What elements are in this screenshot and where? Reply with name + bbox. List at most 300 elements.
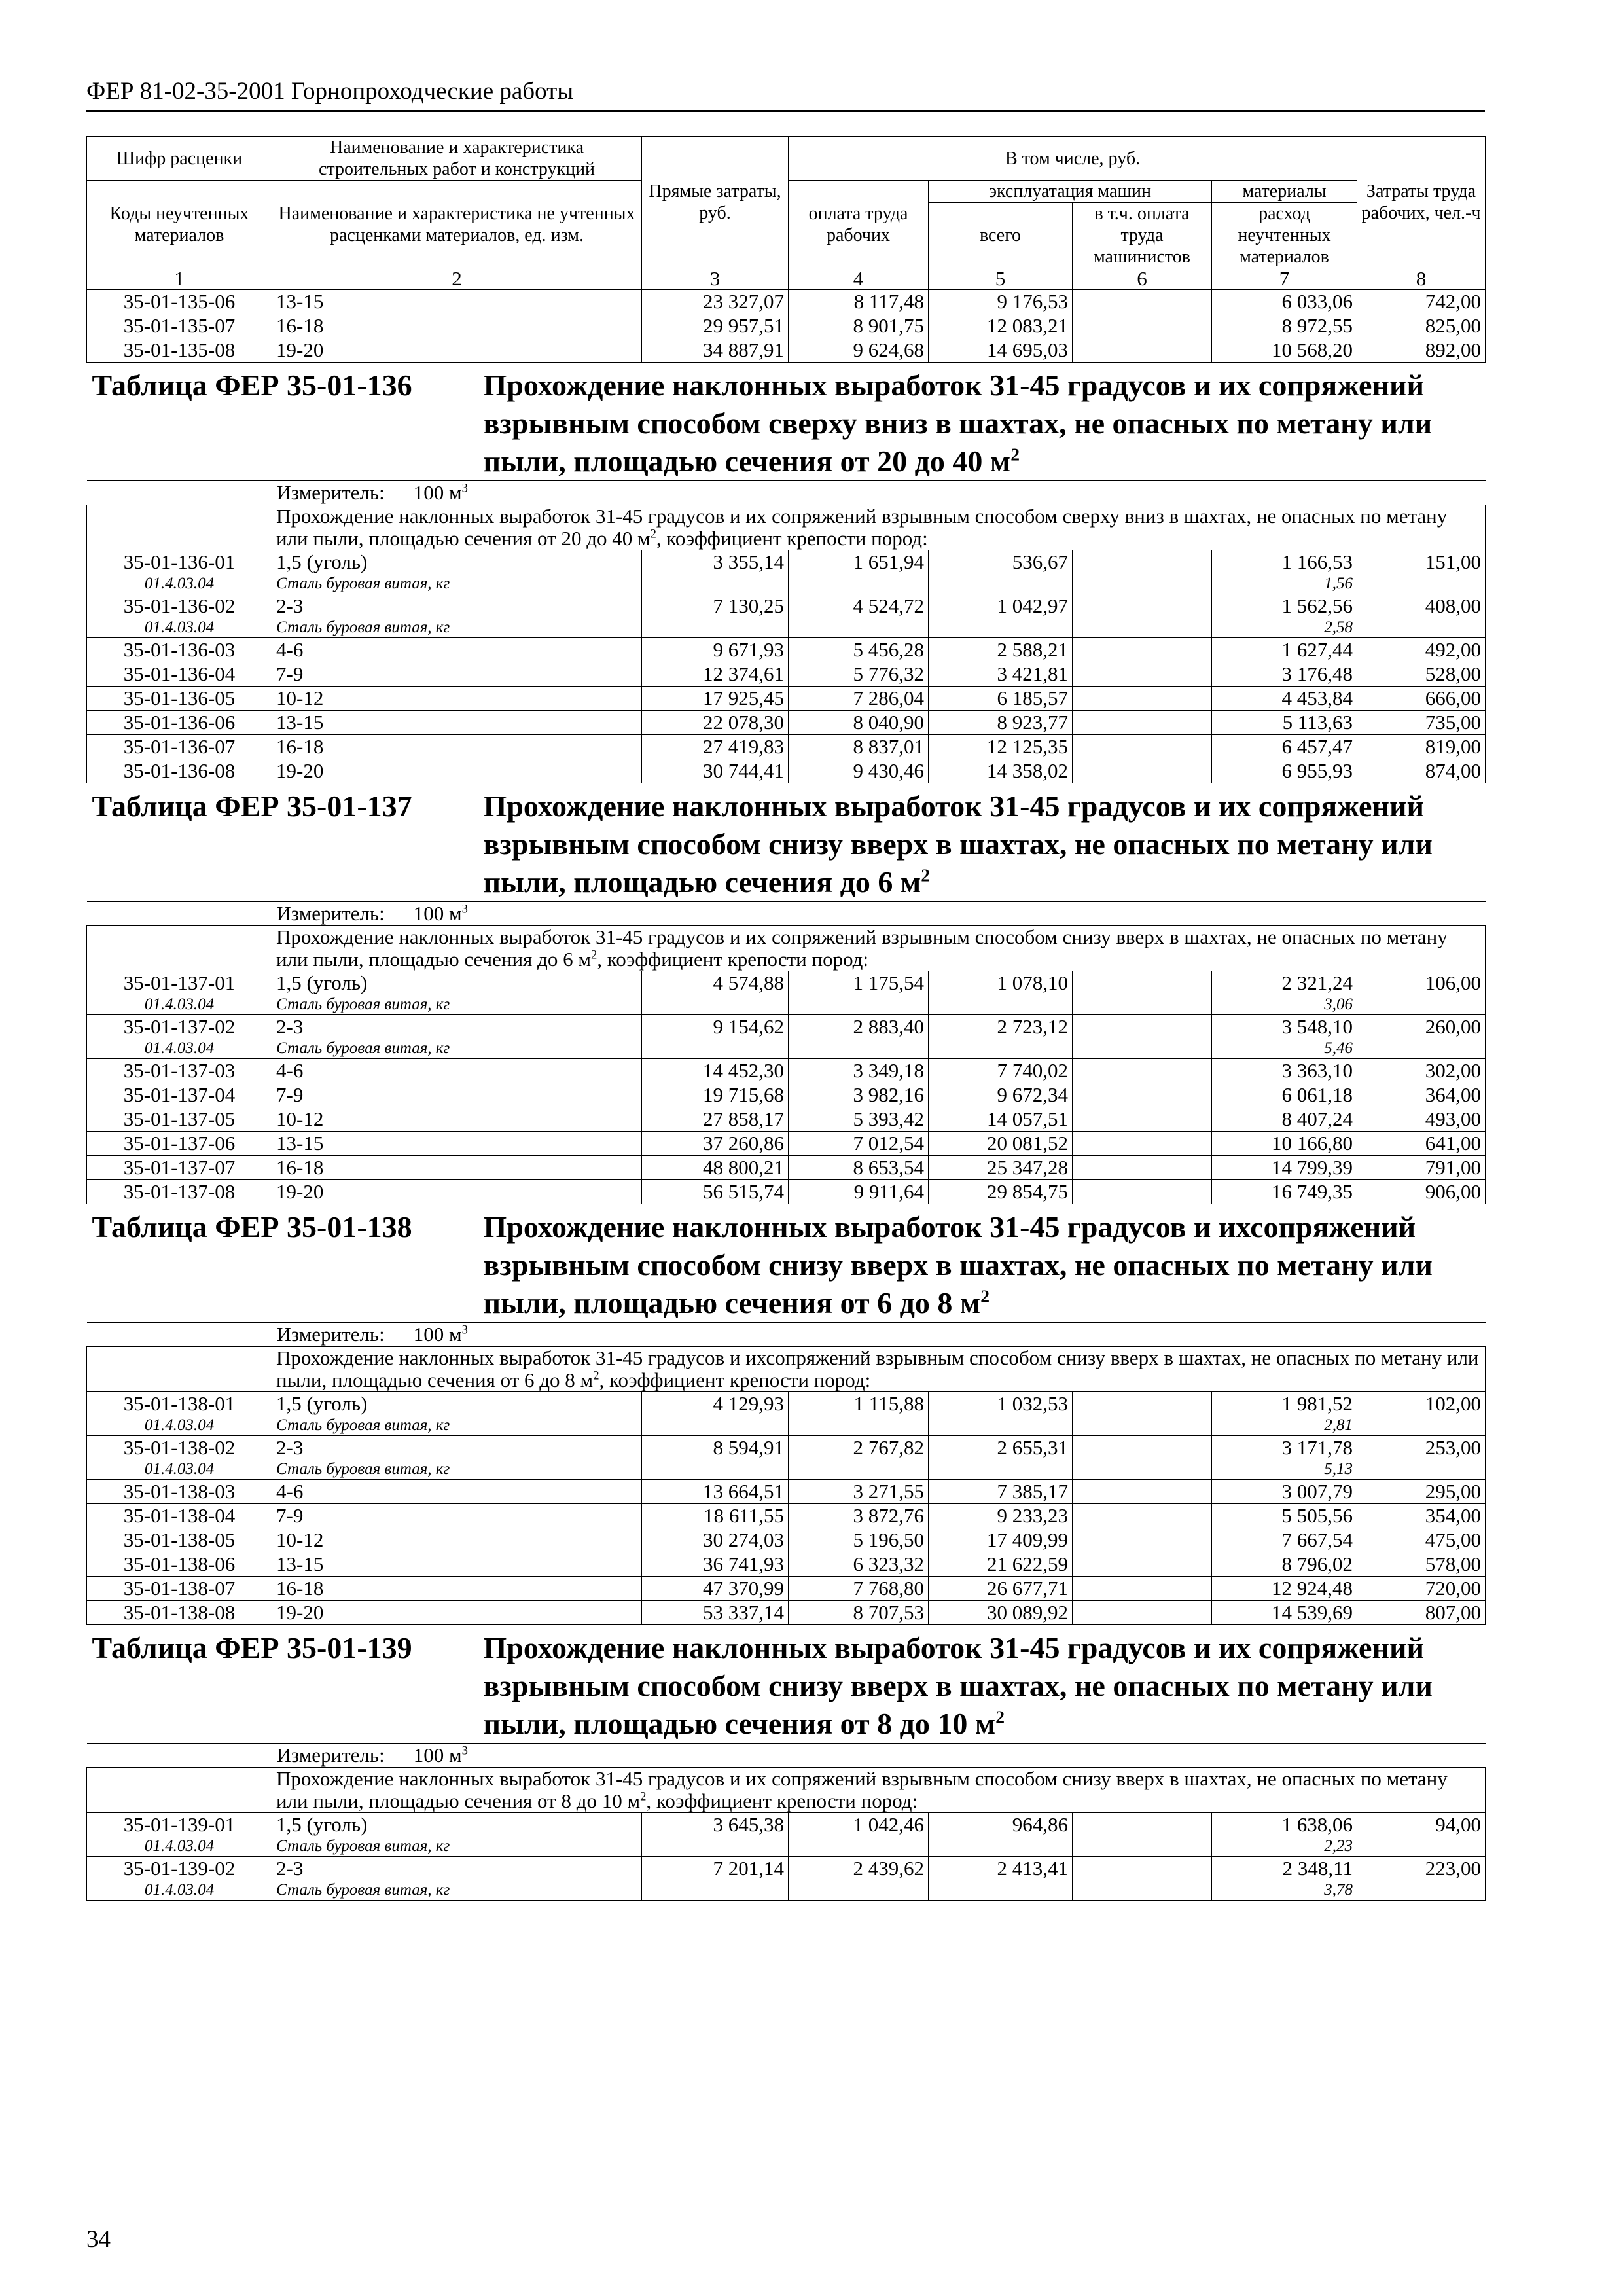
empty-cell bbox=[642, 995, 789, 1015]
machines-cost: 29 854,75 bbox=[929, 1180, 1073, 1204]
materials-cost: 3 176,48 bbox=[1212, 662, 1357, 687]
description-text: Прохождение наклонных выработок 31-45 градусов и их сопряжений взрывным способом снизу вверх в шахтах, не опасных по метану или пыли, площадью сечения от 8 до 10 м bbox=[276, 1767, 1448, 1812]
rate-name: 7-9 bbox=[272, 1083, 642, 1107]
rate-code: 35-01-138-01 bbox=[87, 1392, 272, 1416]
empty-cell bbox=[929, 1416, 1073, 1436]
table-title bbox=[484, 1629, 1465, 1743]
direct-cost: 17 925,45 bbox=[642, 687, 789, 711]
machines-cost: 20 081,52 bbox=[929, 1132, 1073, 1156]
machinist-wages bbox=[1073, 1059, 1212, 1083]
material-name: Сталь буровая витая, кг bbox=[272, 1460, 642, 1480]
measure-row bbox=[87, 1744, 1486, 1768]
labor-cost: 493,00 bbox=[1357, 1107, 1486, 1132]
material-code: 01.4.03.04 bbox=[87, 1880, 272, 1901]
description-end: , коэффициент крепости пород: bbox=[597, 948, 869, 971]
direct-cost: 23 327,07 bbox=[642, 290, 789, 314]
wages-cost: 9 430,46 bbox=[789, 759, 929, 783]
direct-cost: 8 594,91 bbox=[642, 1436, 789, 1460]
direct-cost: 4 574,88 bbox=[642, 971, 789, 996]
material-quantity: 2,81 bbox=[1212, 1416, 1357, 1436]
direct-cost: 30 274,03 bbox=[642, 1528, 789, 1552]
table-label: Таблица ФЕР 35-01-138 bbox=[92, 1210, 412, 1244]
rate-name: 4-6 bbox=[272, 1059, 642, 1083]
materials-cost: 6 061,18 bbox=[1212, 1083, 1357, 1107]
description-superscript: 2 bbox=[650, 527, 656, 541]
material-code: 01.4.03.04 bbox=[87, 1039, 272, 1059]
col-header-incl: В том числе, руб. bbox=[789, 137, 1357, 181]
title-superscript: 2 bbox=[980, 1285, 990, 1306]
direct-cost: 37 260,86 bbox=[642, 1132, 789, 1156]
table-row bbox=[87, 971, 1486, 996]
table-row bbox=[87, 1813, 1486, 1837]
table-title bbox=[484, 787, 1465, 901]
machines-cost: 3 421,81 bbox=[929, 662, 1073, 687]
measure-value bbox=[414, 902, 468, 925]
labor-cost: 892,00 bbox=[1357, 338, 1486, 363]
direct-cost: 14 452,30 bbox=[642, 1059, 789, 1083]
direct-cost: 48 800,21 bbox=[642, 1156, 789, 1180]
machines-cost: 12 125,35 bbox=[929, 735, 1073, 759]
labor-cost: 302,00 bbox=[1357, 1059, 1486, 1083]
machinist-wages bbox=[1073, 1015, 1212, 1039]
measure-value bbox=[414, 1323, 468, 1346]
title-superscript: 2 bbox=[995, 1706, 1005, 1727]
materials-cost: 8 796,02 bbox=[1212, 1552, 1357, 1577]
labor-cost: 666,00 bbox=[1357, 687, 1486, 711]
empty-cell bbox=[929, 1460, 1073, 1480]
machinist-wages bbox=[1073, 290, 1212, 314]
material-name: Сталь буровая витая, кг bbox=[272, 1039, 642, 1059]
material-quantity: 5,46 bbox=[1212, 1039, 1357, 1059]
labor-cost: 528,00 bbox=[1357, 662, 1486, 687]
machinist-wages bbox=[1073, 1180, 1212, 1204]
material-row bbox=[87, 995, 1486, 1015]
empty-cell bbox=[1073, 574, 1212, 594]
labor-cost: 408,00 bbox=[1357, 594, 1486, 638]
rate-code: 35-01-138-04 bbox=[87, 1504, 272, 1528]
rate-code: 35-01-137-01 bbox=[87, 971, 272, 996]
empty-cell bbox=[929, 1837, 1073, 1857]
direct-cost: 12 374,61 bbox=[642, 662, 789, 687]
empty-cell bbox=[789, 1837, 929, 1857]
description-row bbox=[87, 926, 1486, 971]
col-header-code: Шифр расценки bbox=[87, 137, 272, 181]
empty-cell bbox=[1073, 1837, 1212, 1857]
material-quantity: 3,06 bbox=[1212, 995, 1357, 1015]
material-quantity: 2,58 bbox=[1212, 618, 1357, 638]
machinist-wages bbox=[1073, 1132, 1212, 1156]
table-row bbox=[87, 1107, 1486, 1132]
wages-cost: 1 115,88 bbox=[789, 1392, 929, 1416]
measure-label: Измеритель: bbox=[276, 1744, 385, 1767]
material-row bbox=[87, 1416, 1486, 1436]
direct-cost: 7 201,14 bbox=[642, 1857, 789, 1881]
table-row bbox=[87, 1156, 1486, 1180]
table-title-row bbox=[87, 1204, 1486, 1323]
labor-cost: 151,00 bbox=[1357, 550, 1486, 594]
table-row bbox=[87, 338, 1486, 363]
empty-cell bbox=[642, 1837, 789, 1857]
table-row bbox=[87, 1180, 1486, 1204]
wages-cost: 2 883,40 bbox=[789, 1015, 929, 1039]
machinist-wages bbox=[1073, 711, 1212, 735]
machines-cost: 25 347,28 bbox=[929, 1156, 1073, 1180]
rate-name: 1,5 (уголь) bbox=[272, 971, 642, 996]
materials-cost: 6 033,06 bbox=[1212, 290, 1357, 314]
rate-name: 2-3 bbox=[272, 1857, 642, 1881]
description-cell bbox=[272, 1347, 1486, 1392]
labor-cost: 906,00 bbox=[1357, 1180, 1486, 1204]
table-title-cell bbox=[87, 783, 1486, 902]
empty-cell bbox=[1073, 1460, 1212, 1480]
empty-cell bbox=[87, 505, 272, 550]
machinist-wages bbox=[1073, 1601, 1212, 1625]
material-quantity: 2,23 bbox=[1212, 1837, 1357, 1857]
empty-cell bbox=[1073, 1880, 1212, 1901]
materials-cost: 16 749,35 bbox=[1212, 1180, 1357, 1204]
machines-cost: 2 655,31 bbox=[929, 1436, 1073, 1460]
labor-cost: 720,00 bbox=[1357, 1577, 1486, 1601]
rate-code: 35-01-135-08 bbox=[87, 338, 272, 363]
rates-table bbox=[86, 136, 1486, 1901]
materials-cost: 8 407,24 bbox=[1212, 1107, 1357, 1132]
description-end: , коэффициент крепости пород: bbox=[656, 527, 928, 550]
table-title-row bbox=[87, 783, 1486, 902]
machines-cost: 6 185,57 bbox=[929, 687, 1073, 711]
rate-code: 35-01-137-07 bbox=[87, 1156, 272, 1180]
table-label: Таблица ФЕР 35-01-137 bbox=[92, 789, 412, 823]
wages-cost: 6 323,32 bbox=[789, 1552, 929, 1577]
direct-cost: 7 130,25 bbox=[642, 594, 789, 619]
labor-cost: 223,00 bbox=[1357, 1857, 1486, 1901]
rate-name: 13-15 bbox=[272, 1552, 642, 1577]
wages-cost: 7 012,54 bbox=[789, 1132, 929, 1156]
col-number: 1 bbox=[87, 268, 272, 290]
table-title-row bbox=[87, 363, 1486, 481]
table-title-cell bbox=[87, 1204, 1486, 1323]
materials-cost: 3 363,10 bbox=[1212, 1059, 1357, 1083]
material-name: Сталь буровая витая, кг bbox=[272, 618, 642, 638]
machinist-wages bbox=[1073, 1577, 1212, 1601]
table-row bbox=[87, 735, 1486, 759]
labor-cost: 253,00 bbox=[1357, 1436, 1486, 1480]
empty-cell bbox=[789, 995, 929, 1015]
rate-code: 35-01-137-06 bbox=[87, 1132, 272, 1156]
col-header-materials: материалы bbox=[1212, 181, 1357, 203]
direct-cost: 13 664,51 bbox=[642, 1480, 789, 1504]
col-header-name: Наименование и характеристика строительных работ и конструкций bbox=[272, 137, 642, 181]
empty-cell bbox=[642, 1039, 789, 1059]
machinist-wages bbox=[1073, 1083, 1212, 1107]
rate-code: 35-01-137-04 bbox=[87, 1083, 272, 1107]
rate-code: 35-01-135-06 bbox=[87, 290, 272, 314]
measure-value-text: 100 м bbox=[413, 481, 462, 504]
description-superscript: 2 bbox=[640, 1789, 647, 1804]
rate-name: 10-12 bbox=[272, 1107, 642, 1132]
rate-name: 16-18 bbox=[272, 314, 642, 338]
direct-cost: 19 715,68 bbox=[642, 1083, 789, 1107]
empty-cell bbox=[789, 1880, 929, 1901]
description-row bbox=[87, 1768, 1486, 1813]
materials-cost: 10 568,20 bbox=[1212, 338, 1357, 363]
direct-cost: 47 370,99 bbox=[642, 1577, 789, 1601]
col-number: 7 bbox=[1212, 268, 1357, 290]
direct-cost: 56 515,74 bbox=[642, 1180, 789, 1204]
machines-cost: 536,67 bbox=[929, 550, 1073, 575]
table-row bbox=[87, 1132, 1486, 1156]
direct-cost: 27 858,17 bbox=[642, 1107, 789, 1132]
labor-cost: 641,00 bbox=[1357, 1132, 1486, 1156]
material-code: 01.4.03.04 bbox=[87, 574, 272, 594]
measure-cell bbox=[87, 481, 1486, 505]
machinist-wages bbox=[1073, 687, 1212, 711]
machinist-wages bbox=[1073, 1504, 1212, 1528]
empty-cell bbox=[1073, 995, 1212, 1015]
table-row bbox=[87, 594, 1486, 619]
rate-name: 2-3 bbox=[272, 1015, 642, 1039]
wages-cost: 5 456,28 bbox=[789, 638, 929, 662]
measure-value bbox=[414, 481, 468, 505]
title-superscript: 2 bbox=[921, 865, 931, 886]
labor-cost: 260,00 bbox=[1357, 1015, 1486, 1059]
wages-cost: 2 439,62 bbox=[789, 1857, 929, 1881]
rate-name: 2-3 bbox=[272, 1436, 642, 1460]
measure-row bbox=[87, 481, 1486, 505]
labor-cost: 819,00 bbox=[1357, 735, 1486, 759]
measure-cell bbox=[87, 902, 1486, 926]
wages-cost: 7 286,04 bbox=[789, 687, 929, 711]
description-superscript: 2 bbox=[590, 948, 597, 962]
rate-name: 7-9 bbox=[272, 662, 642, 687]
materials-cost: 3 171,78 bbox=[1212, 1436, 1357, 1460]
machinist-wages bbox=[1073, 662, 1212, 687]
measure-superscript: 3 bbox=[461, 481, 468, 495]
rate-code: 35-01-138-06 bbox=[87, 1552, 272, 1577]
labor-cost: 791,00 bbox=[1357, 1156, 1486, 1180]
direct-cost: 9 671,93 bbox=[642, 638, 789, 662]
empty-cell bbox=[87, 1347, 272, 1392]
machines-cost: 7 385,17 bbox=[929, 1480, 1073, 1504]
rates-table-container bbox=[86, 136, 1485, 1901]
empty-cell bbox=[929, 574, 1073, 594]
table-row bbox=[87, 638, 1486, 662]
labor-cost: 735,00 bbox=[1357, 711, 1486, 735]
machinist-wages bbox=[1073, 1480, 1212, 1504]
rate-code: 35-01-136-04 bbox=[87, 662, 272, 687]
wages-cost: 1 651,94 bbox=[789, 550, 929, 575]
materials-cost: 4 453,84 bbox=[1212, 687, 1357, 711]
machinist-wages bbox=[1073, 1436, 1212, 1460]
direct-cost: 53 337,14 bbox=[642, 1601, 789, 1625]
measure-value-text: 100 м bbox=[413, 902, 462, 925]
table-row bbox=[87, 1577, 1486, 1601]
empty-cell bbox=[789, 1416, 929, 1436]
material-name: Сталь буровая витая, кг bbox=[272, 1880, 642, 1901]
col-header-wages: оплата труда рабочих bbox=[789, 181, 929, 268]
materials-cost: 7 667,54 bbox=[1212, 1528, 1357, 1552]
rate-code: 35-01-138-03 bbox=[87, 1480, 272, 1504]
rate-code: 35-01-136-07 bbox=[87, 735, 272, 759]
measure-label: Измеритель: bbox=[276, 1323, 385, 1346]
col-number: 4 bbox=[789, 268, 929, 290]
machinist-wages bbox=[1073, 314, 1212, 338]
machines-cost: 2 413,41 bbox=[929, 1857, 1073, 1881]
rate-name: 7-9 bbox=[272, 1504, 642, 1528]
wages-cost: 3 872,76 bbox=[789, 1504, 929, 1528]
machines-cost: 964,86 bbox=[929, 1813, 1073, 1837]
rate-code: 35-01-137-02 bbox=[87, 1015, 272, 1039]
measure-row bbox=[87, 902, 1486, 926]
wages-cost: 5 776,32 bbox=[789, 662, 929, 687]
table-label: Таблица ФЕР 35-01-139 bbox=[92, 1631, 412, 1664]
materials-cost: 6 955,93 bbox=[1212, 759, 1357, 783]
machinist-wages bbox=[1073, 759, 1212, 783]
machines-cost: 17 409,99 bbox=[929, 1528, 1073, 1552]
material-row bbox=[87, 1837, 1486, 1857]
page-number: 34 bbox=[86, 2226, 111, 2253]
wages-cost: 9 911,64 bbox=[789, 1180, 929, 1204]
wages-cost: 8 707,53 bbox=[789, 1601, 929, 1625]
description-text: Прохождение наклонных выработок 31-45 градусов и их сопряжений взрывным способом сверху вниз в шахтах, не опасных по метану или пыли, площадью сечения от 20 до 40 м bbox=[276, 505, 1448, 550]
wages-cost: 7 768,80 bbox=[789, 1577, 929, 1601]
material-name: Сталь буровая витая, кг bbox=[272, 1837, 642, 1857]
table-title-text: Прохождение наклонных выработок 31-45 градусов и ихсопряжений взрывным способом снизу вверх в шахтах, не опасных по метану или пыли, площадью сечения от 6 до 8 м bbox=[483, 1210, 1433, 1319]
table-title bbox=[484, 1208, 1465, 1322]
direct-cost: 9 154,62 bbox=[642, 1015, 789, 1039]
col-header-machines-total: всего bbox=[929, 203, 1073, 268]
description-cell bbox=[272, 1768, 1486, 1813]
table-row bbox=[87, 1059, 1486, 1083]
machines-cost: 2 723,12 bbox=[929, 1015, 1073, 1039]
machinist-wages bbox=[1073, 1528, 1212, 1552]
table-title-text: Прохождение наклонных выработок 31-45 градусов и их сопряжений взрывным способом снизу вверх в шахтах, не опасных по метану или пыли, площадью сечения до 6 м bbox=[483, 789, 1433, 899]
table-row bbox=[87, 1392, 1486, 1416]
material-row bbox=[87, 574, 1486, 594]
table-row bbox=[87, 1857, 1486, 1881]
direct-cost: 30 744,41 bbox=[642, 759, 789, 783]
machines-cost: 1 042,97 bbox=[929, 594, 1073, 619]
machinist-wages bbox=[1073, 735, 1212, 759]
empty-cell bbox=[642, 1460, 789, 1480]
document-header: ФЕР 81-02-35-2001 Горнопроходческие работы bbox=[86, 78, 574, 105]
rate-name: 1,5 (уголь) bbox=[272, 1392, 642, 1416]
materials-cost: 10 166,80 bbox=[1212, 1132, 1357, 1156]
rate-name: 13-15 bbox=[272, 711, 642, 735]
table-row bbox=[87, 759, 1486, 783]
material-row bbox=[87, 618, 1486, 638]
rate-name: 19-20 bbox=[272, 759, 642, 783]
table-title-cell bbox=[87, 1625, 1486, 1744]
col-header-labor: Затраты труда рабочих, чел.-ч bbox=[1357, 137, 1486, 268]
direct-cost: 27 419,83 bbox=[642, 735, 789, 759]
machines-cost: 9 233,23 bbox=[929, 1504, 1073, 1528]
wages-cost: 3 349,18 bbox=[789, 1059, 929, 1083]
wages-cost: 8 653,54 bbox=[789, 1156, 929, 1180]
rate-name: 16-18 bbox=[272, 735, 642, 759]
materials-cost: 2 321,24 bbox=[1212, 971, 1357, 996]
col-number: 5 bbox=[929, 268, 1073, 290]
wages-cost: 2 767,82 bbox=[789, 1436, 929, 1460]
empty-cell bbox=[789, 618, 929, 638]
materials-cost: 1 638,06 bbox=[1212, 1813, 1357, 1837]
materials-cost: 3 548,10 bbox=[1212, 1015, 1357, 1039]
empty-cell bbox=[642, 1880, 789, 1901]
labor-cost: 807,00 bbox=[1357, 1601, 1486, 1625]
machinist-wages bbox=[1073, 638, 1212, 662]
table-row bbox=[87, 662, 1486, 687]
empty-cell bbox=[1073, 618, 1212, 638]
rate-name: 13-15 bbox=[272, 1132, 642, 1156]
table-row bbox=[87, 711, 1486, 735]
empty-cell bbox=[642, 574, 789, 594]
rate-name: 16-18 bbox=[272, 1156, 642, 1180]
rate-code: 35-01-138-05 bbox=[87, 1528, 272, 1552]
measure-value-text: 100 м bbox=[413, 1323, 462, 1346]
col-number: 8 bbox=[1357, 268, 1486, 290]
measure-value bbox=[414, 1744, 468, 1767]
machines-cost: 14 358,02 bbox=[929, 759, 1073, 783]
wages-cost: 1 175,54 bbox=[789, 971, 929, 996]
table-row bbox=[87, 1528, 1486, 1552]
direct-cost: 36 741,93 bbox=[642, 1552, 789, 1577]
material-code: 01.4.03.04 bbox=[87, 995, 272, 1015]
materials-cost: 12 924,48 bbox=[1212, 1577, 1357, 1601]
wages-cost: 1 042,46 bbox=[789, 1813, 929, 1837]
rate-name: 4-6 bbox=[272, 638, 642, 662]
description-cell bbox=[272, 926, 1486, 971]
materials-cost: 5 113,63 bbox=[1212, 711, 1357, 735]
labor-cost: 102,00 bbox=[1357, 1392, 1486, 1436]
machinist-wages bbox=[1073, 1813, 1212, 1837]
machinist-wages bbox=[1073, 971, 1212, 996]
material-quantity: 1,56 bbox=[1212, 574, 1357, 594]
material-code: 01.4.03.04 bbox=[87, 1460, 272, 1480]
rate-code: 35-01-136-03 bbox=[87, 638, 272, 662]
rate-name: 10-12 bbox=[272, 687, 642, 711]
material-name: Сталь буровая витая, кг bbox=[272, 995, 642, 1015]
table-body bbox=[87, 290, 1486, 1901]
description-superscript: 2 bbox=[593, 1369, 599, 1383]
materials-cost: 1 166,53 bbox=[1212, 550, 1357, 575]
description-row bbox=[87, 505, 1486, 550]
materials-cost: 14 799,39 bbox=[1212, 1156, 1357, 1180]
col-number: 3 bbox=[642, 268, 789, 290]
col-header-direct: Прямые затраты, руб. bbox=[642, 137, 789, 268]
wages-cost: 8 117,48 bbox=[789, 290, 929, 314]
rate-name: 19-20 bbox=[272, 338, 642, 363]
table-title-text: Прохождение наклонных выработок 31-45 градусов и их сопряжений взрывным способом снизу вверх в шахтах, не опасных по метану или пыли, площадью сечения от 8 до 10 м bbox=[483, 1631, 1433, 1740]
machinist-wages bbox=[1073, 550, 1212, 575]
rate-name: 1,5 (уголь) bbox=[272, 1813, 642, 1837]
material-row bbox=[87, 1880, 1486, 1901]
wages-cost: 4 524,72 bbox=[789, 594, 929, 619]
rate-name: 2-3 bbox=[272, 594, 642, 619]
measure-cell bbox=[87, 1323, 1486, 1347]
machines-cost: 1 032,53 bbox=[929, 1392, 1073, 1416]
rate-code: 35-01-139-01 bbox=[87, 1813, 272, 1837]
materials-cost: 5 505,56 bbox=[1212, 1504, 1357, 1528]
table-title bbox=[484, 367, 1465, 480]
machines-cost: 2 588,21 bbox=[929, 638, 1073, 662]
labor-cost: 578,00 bbox=[1357, 1552, 1486, 1577]
description-text: Прохождение наклонных выработок 31-45 градусов и их сопряжений взрывным способом снизу вверх в шахтах, не опасных по метану или пыли, площадью сечения до 6 м bbox=[276, 925, 1448, 971]
empty-cell bbox=[87, 926, 272, 971]
measure-value-text: 100 м bbox=[413, 1744, 462, 1767]
table-row bbox=[87, 1436, 1486, 1460]
empty-cell bbox=[789, 574, 929, 594]
material-quantity: 5,13 bbox=[1212, 1460, 1357, 1480]
rate-code: 35-01-137-03 bbox=[87, 1059, 272, 1083]
